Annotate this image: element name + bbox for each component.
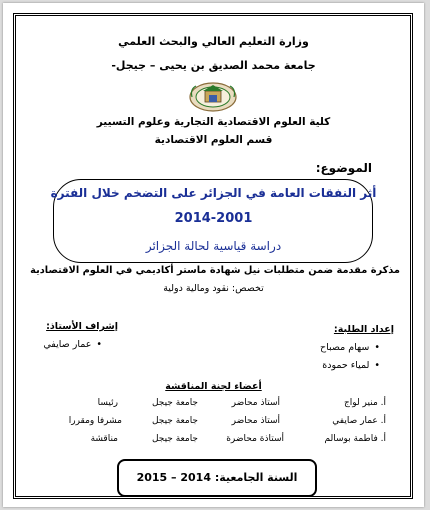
- faculty-name: كلية العلوم الاقتصادية التجارية وعلوم التسيير: [96, 116, 331, 128]
- specialty: تخصص: نقود ومالية دولية: [163, 283, 264, 294]
- committee-member-rank: أستاذ محاضر: [231, 398, 280, 408]
- committee-member-role: رئيسا: [97, 398, 118, 408]
- committee-member-name: أ. منير لواج: [343, 398, 386, 408]
- thesis-title-period: 2014-2001: [174, 211, 253, 226]
- university-logo-icon: [188, 81, 238, 113]
- committee-member-rank: أستاذ محاضر: [231, 416, 280, 426]
- students-label: إعداد الطلبة:: [333, 324, 394, 335]
- ministry-name: وزارة التعليم العالي والبحث العلمي: [118, 35, 309, 48]
- committee-member-name: أ. فاطمة بوسالم: [324, 434, 386, 444]
- thesis-subtitle: دراسة قياسية لحالة الجزائر: [145, 239, 282, 253]
- thesis-note: مذكرة مقدمة ضمن متطلبات نيل شهادة ماستر أكاديمي في العلوم الاقتصادية: [30, 265, 400, 276]
- student-name: • سهام مصباح: [320, 342, 380, 353]
- committee-member-university: جامعة جيجل: [151, 416, 198, 426]
- committee-label: أعضاء لجنة المناقشة: [165, 381, 262, 392]
- academic-year: السنة الجامعية: 2014 – 2015: [136, 471, 298, 484]
- document-page: [3, 3, 424, 507]
- supervisor-label: إشراف الأستاذ:: [46, 321, 118, 332]
- committee-member-name: أ. عمار صايفي: [332, 416, 386, 426]
- committee-member-role: مناقشة: [90, 434, 118, 444]
- department-name: قسم العلوم الاقتصادية: [154, 134, 273, 146]
- committee-member-university: جامعة جيجل: [151, 434, 198, 444]
- student-name: • لمياء حمودة: [322, 360, 380, 371]
- supervisor-name: • عمار صايفي: [43, 339, 102, 350]
- university-name: جامعة محمد الصديق بن يحيى – جيجل-: [111, 59, 316, 72]
- committee-member-rank: أستاذة محاضرة: [226, 434, 284, 444]
- committee-member-role: مشرفا ومقررا: [68, 416, 122, 426]
- committee-member-university: جامعة جيجل: [151, 398, 198, 408]
- subject-label: الموضوع:: [315, 161, 372, 175]
- thesis-title-line1: أثر النفقات العامة في الجزائر على التضخم خلال الفترة: [50, 186, 377, 200]
